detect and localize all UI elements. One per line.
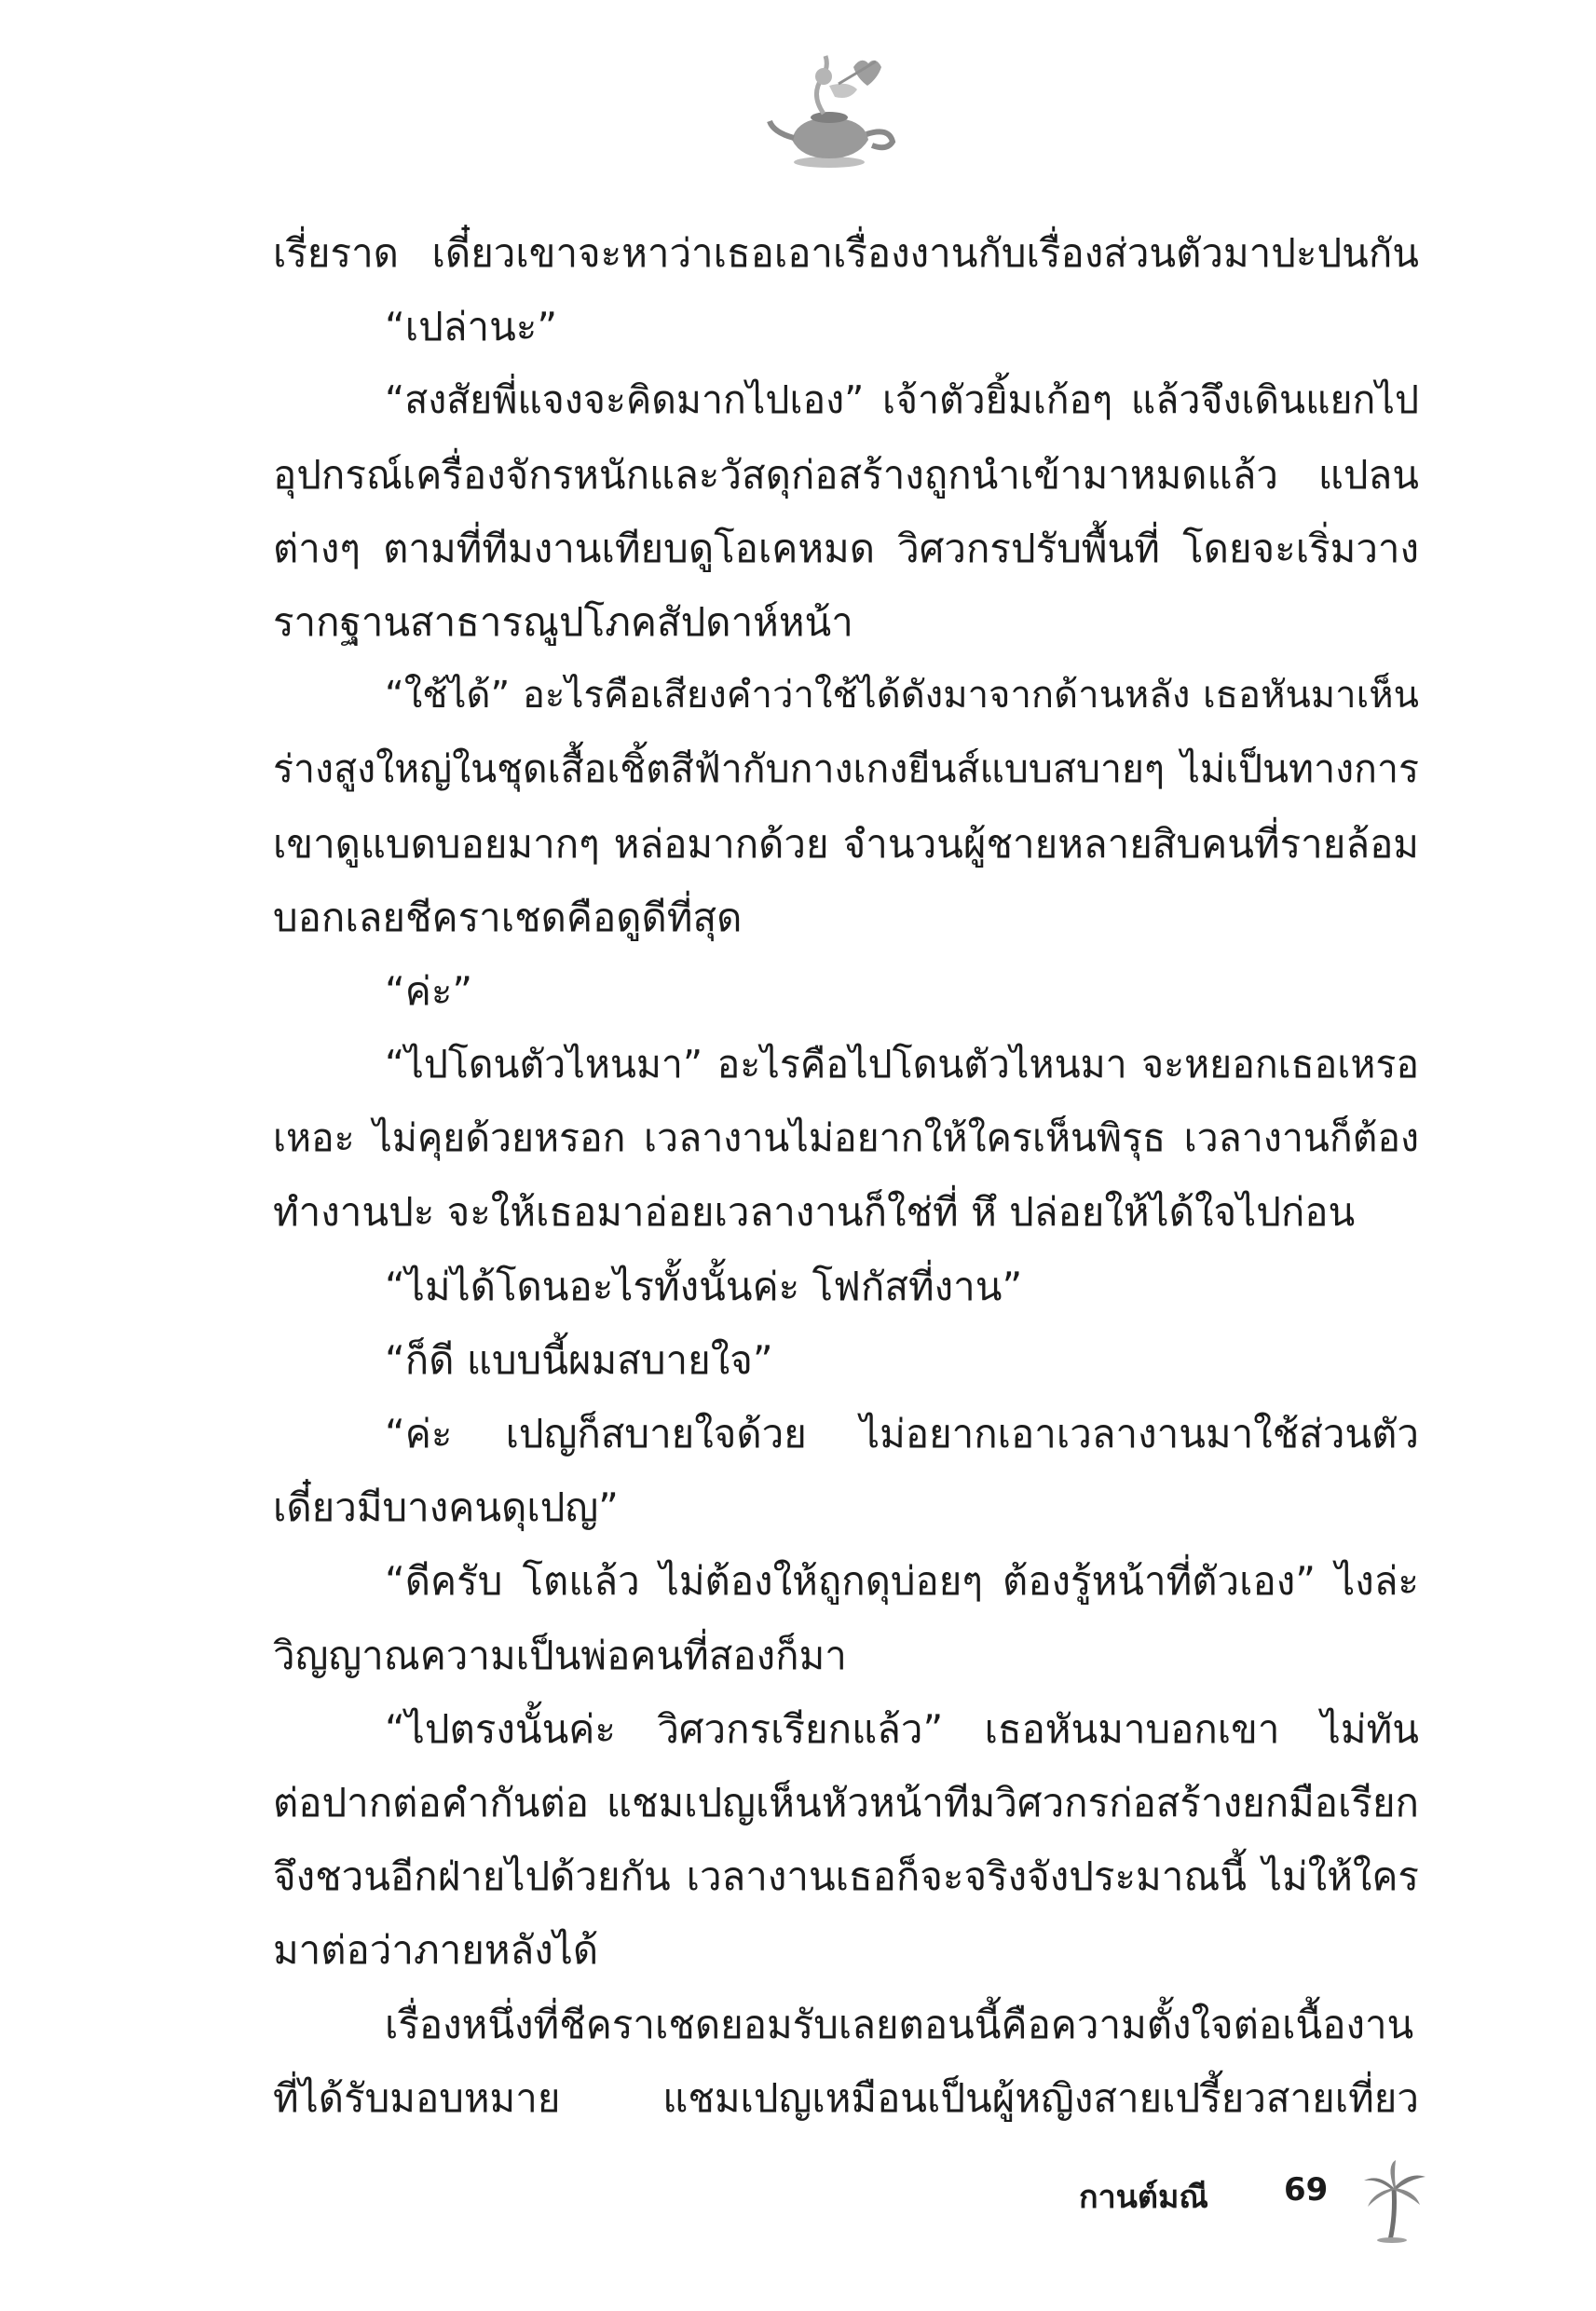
genie-lamp-cupid-icon: [764, 48, 904, 179]
palm-tree-icon: [1362, 2160, 1427, 2244]
text-line: เรี่ยราด เดี๋ยวเขาจะหาว่าเธอเอาเรื่องงานกับเรื่องส่วนตัวมาปะปนกัน: [273, 230, 1419, 276]
text-line: เขาดูแบดบอยมากๆ หล่อมากด้วย จำนวนผู้ชายหลายสิบคนที่รายล้อม: [273, 820, 1419, 867]
text-line: ทำงานปะ จะให้เธอมาอ่อยเวลางานก็ใช่ที่ หึ ปล่อยให้ได้ใจไปก่อน: [273, 1189, 1356, 1236]
text-line: “ดีครับ โตแล้ว ไม่ต้องให้ถูกดุบ่อยๆ ต้องรู้หน้าที่ตัวเอง” ไงล่ะ: [385, 1558, 1419, 1605]
book-title: กานต์มณี: [1079, 2179, 1208, 2216]
text-line: “ไปตรงนั้นค่ะ วิศวกรเรียกแล้ว” เธอหันมาบอกเขา ไม่ทัน: [385, 1705, 1419, 1752]
text-line: ต่อปากต่อคำกันต่อ แชมเปญเห็นหัวหน้าทีมวิศวกรก่อสร้างยกมือเรียก: [273, 1779, 1419, 1826]
text-line: “ค่ะ”: [385, 967, 473, 1014]
text-line: รากฐานสาธารณูปโภคสัปดาห์หน้า: [273, 598, 853, 645]
page-footer: [0, 2160, 1596, 2244]
text-line: บอกเลยชีคราเชดคือดูดีที่สุด: [273, 894, 743, 940]
text-line: อุปกรณ์เครื่องจักรหนักและวัสดุก่อสร้างถูกนำเข้ามาหมดแล้ว แปลน: [273, 451, 1419, 498]
page-number: 69: [1284, 2171, 1329, 2208]
text-line: เดี๋ยวมีบางคนดุเปญ”: [273, 1484, 619, 1531]
text-line: “ก็ดี แบบนี้ผมสบายใจ”: [385, 1336, 773, 1383]
text-line: “ไปโดนตัวไหนมา” อะไรคือไปโดนตัวไหนมา จะหยอกเธอเหรอ: [385, 1042, 1419, 1087]
text-line: จึงชวนอีกฝ่ายไปด้วยกัน เวลางานเธอก็จะจริงจังประมาณนี้ ไม่ให้ใคร: [273, 1853, 1419, 1900]
text-line: “ใช้ได้” อะไรคือเสียงคำว่าใช้ได้ดังมาจากด้านหลัง เธอหันมาเห็น: [385, 674, 1419, 718]
text-line: “ค่ะ เปญก็สบายใจด้วย ไม่อยากเอาเวลางานมาใช้ส่วนตัว: [385, 1411, 1419, 1456]
body-text: [273, 216, 1419, 2135]
text-line: ต่างๆ ตามที่ทีมงานเทียบดูโอเคหมด วิศวกรปรับพื้นที่ โดยจะเริ่มวาง: [273, 525, 1419, 571]
text-line: “ไม่ได้โดนอะไรทั้งนั้นค่ะ โฟกัสที่งาน”: [385, 1263, 1023, 1309]
text-line: “เปล่านะ”: [385, 304, 558, 350]
text-line: ที่ได้รับมอบหมาย แชมเปญเหมือนเป็นผู้หญิงสายเปรี้ยวสายเที่ยว: [273, 2074, 1419, 2121]
text-line: เรื่องหนึ่งที่ชีคราเชดยอมรับเลยตอนนี้คือความตั้งใจต่อเนื้องาน: [385, 2001, 1414, 2047]
text-line: มาต่อว่าภายหลังได้: [273, 1927, 599, 1974]
text-line: ร่างสูงใหญ่ในชุดเสื้อเชิ้ตสีฟ้ากับกางเกงยีนส์แบบสบายๆ ไม่เป็นทางการ: [273, 746, 1419, 792]
text-line: เหอะ ไม่คุยด้วยหรอก เวลางานไม่อยากให้ใครเห็นพิรุธ เวลางานก็ต้อง: [273, 1115, 1419, 1161]
text-line: “สงสัยพี่แจงจะคิดมากไปเอง” เจ้าตัวยิ้มเก้อๆ แล้วจึงเดินแยกไป: [385, 377, 1419, 423]
text-line: วิญญาณความเป็นพ่อคนที่สองก็มา: [273, 1632, 847, 1678]
